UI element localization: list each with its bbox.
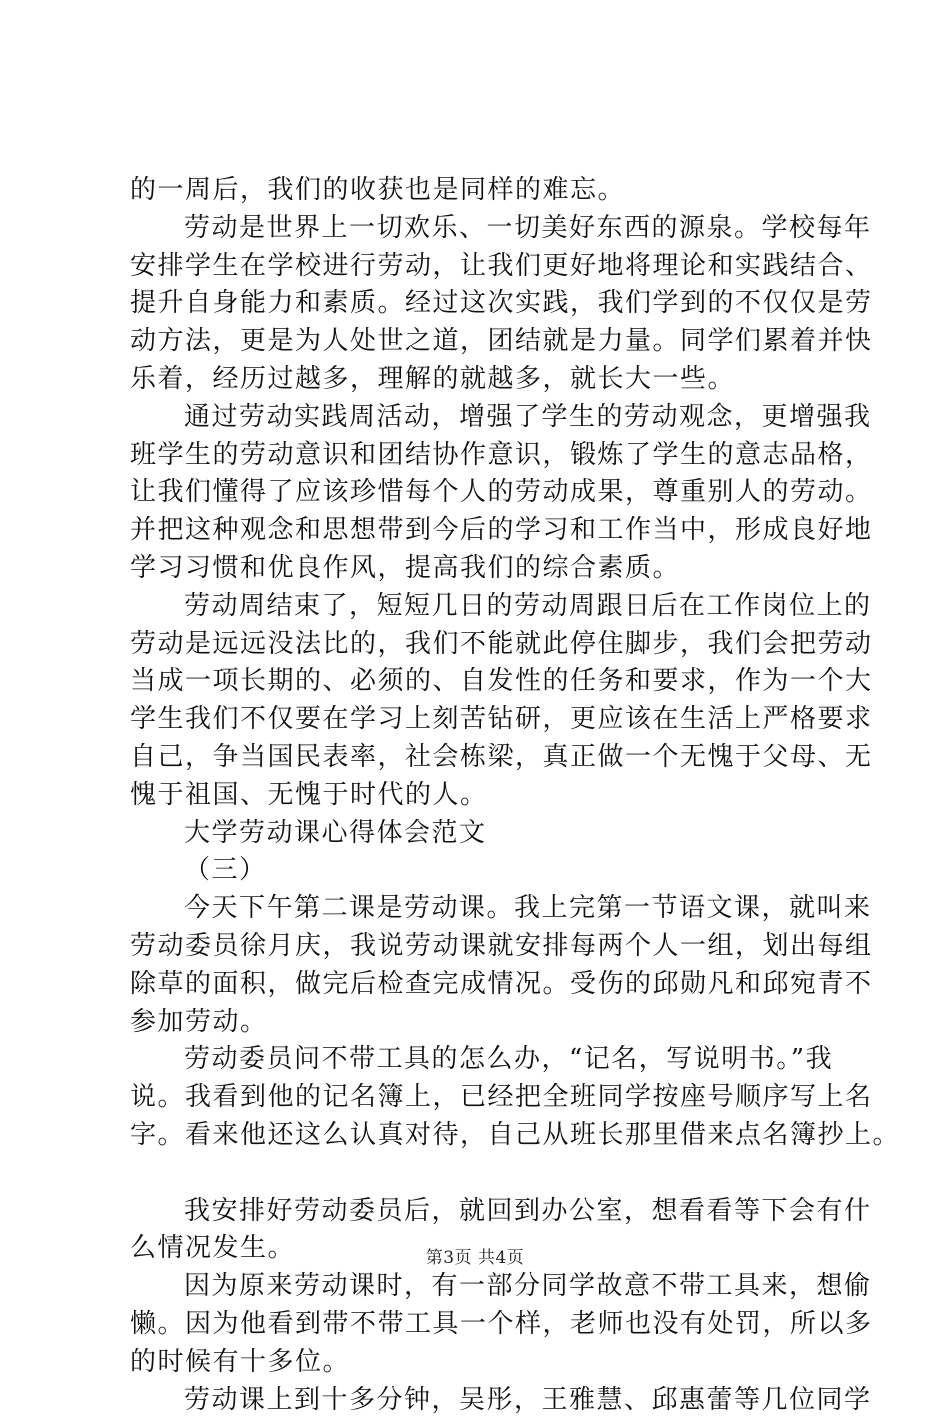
text-line: 劳动课上到十多分钟，吴彤，王雅慧、邱惠蕾等几位同学 [130,1382,850,1419]
text-line: 劳动是世界上一切欢乐、一切美好东西的源泉。学校每年 [130,210,850,248]
text-line: 的时候有十多位。 [130,1344,850,1382]
text-line: 因为原来劳动课时，有一部分同学故意不带工具来，想偷 [130,1268,850,1306]
text-line: 动方法，更是为人处世之道，团结就是力量。同学们累着并快 [130,323,850,361]
text-line: 劳动委员徐月庆，我说劳动课就安排每两个人一组，划出每组 [130,928,850,966]
text-line: 除草的面积，做完后检查完成情况。受伤的邱勋凡和邱宛青不 [130,966,850,1004]
text-line: 自己，争当国民表率，社会栋梁，真正做一个无愧于父母、无 [130,739,850,777]
text-line: 说。我看到他的记名簿上，已经把全班同学按座号顺序写上名 [130,1079,850,1117]
text-line: 我安排好劳动委员后，就回到办公室，想看看等下会有什 [130,1193,850,1231]
text-line: 的一周后，我们的收获也是同样的难忘。 [130,172,850,210]
text-line: 学生我们不仅要在学习上刻苦钻研，更应该在生活上严格要求 [130,701,850,739]
text-line: 劳动周结束了，短短几日的劳动周跟日后在工作岗位上的 [130,588,850,626]
text-line: 愧于祖国、无愧于时代的人。 [130,777,850,815]
text-line: 劳动是远远没法比的，我们不能就此停住脚步，我们会把劳动 [130,626,850,664]
text-line: 参加劳动。 [130,1004,850,1042]
text-line: 劳动委员问不带工具的怎么办，“记名，写说明书。”我 [130,1041,850,1079]
document-body [130,172,850,1419]
text-line: 安排学生在学校进行劳动，让我们更好地将理论和实践结合、 [130,248,850,286]
text-line: 么情况发生。 [130,1230,850,1268]
text-line: 并把这种观念和思想带到今后的学习和工作当中，形成良好地 [130,512,850,550]
text-line: 当成一项长期的、必须的、自发性的任务和要求，作为一个大 [130,663,850,701]
text-line: 字。看来他还这么认真对待，自己从班长那里借来点名簿抄上。 [130,1117,850,1155]
text-line: 懒。因为他看到带不带工具一个样，老师也没有处罚，所以多 [130,1306,850,1344]
text-line: 学习习惯和优良作风，提高我们的综合素质。 [130,550,850,588]
text-line: 提升自身能力和素质。经过这次实践，我们学到的不仅仅是劳 [130,285,850,323]
text-line: 今天下午第二课是劳动课。我上完第一节语文课，就叫来 [130,890,850,928]
text-line: 班学生的劳动意识和团结协作意识，锻炼了学生的意志品格， [130,437,850,475]
text-line: （三） [130,852,850,890]
text-line: 通过劳动实践周活动，增强了学生的劳动观念，更增强我 [130,399,850,437]
text-line: 乐着，经历过越多，理解的就越多，就长大一些。 [130,361,850,399]
page-footer: 第3页 共4页 [0,1243,950,1268]
blank-line [130,1155,850,1193]
text-line: 大学劳动课心得体会范文 [130,815,850,853]
text-line: 让我们懂得了应该珍惜每个人的劳动成果，尊重别人的劳动。 [130,474,850,512]
